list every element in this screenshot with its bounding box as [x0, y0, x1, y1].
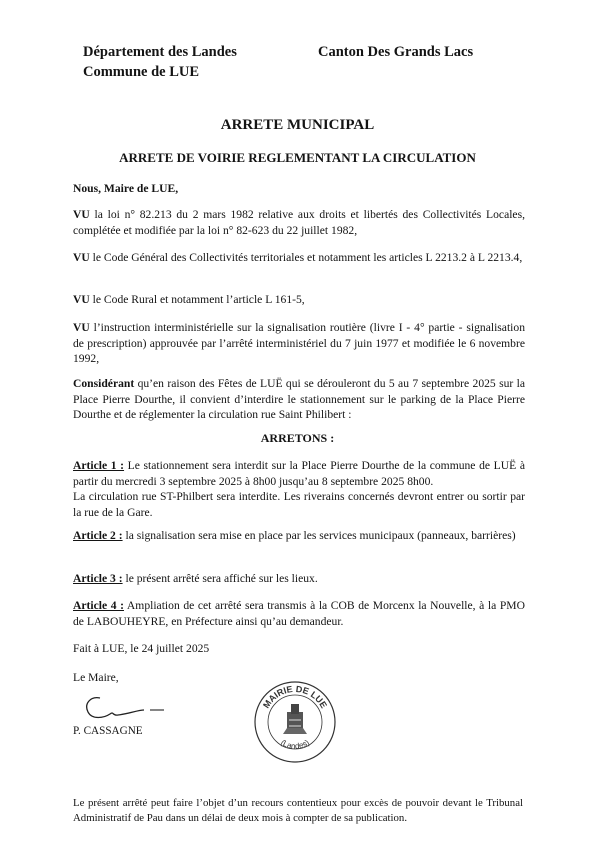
vu-paragraph-3 — [73, 292, 525, 308]
vu-text: le Code Rural et notamment l’article L 161-5, — [89, 293, 305, 306]
official-stamp — [253, 680, 337, 764]
intro-line: Nous, Maire de LUE, — [73, 182, 179, 195]
article-text: le présent arrêté sera affiché sur les lieux. — [122, 572, 318, 585]
vu-lead: VU — [73, 208, 90, 221]
article-2 — [73, 528, 525, 544]
considerant-paragraph — [73, 376, 525, 423]
vu-paragraph-1 — [73, 207, 525, 238]
vu-paragraph-2 — [73, 250, 525, 266]
vu-lead: VU — [73, 251, 90, 264]
document-subtitle: ARRETE DE VOIRIE REGLEMENTANT LA CIRCULATION — [119, 150, 476, 165]
article-extra: La circulation rue ST-Philbert sera interdite. Les riverains concernés devront entrer ou sortir par la rue de la Gare. — [73, 490, 525, 519]
article-text: Le stationnement sera interdit sur la Place Pierre Dourthe de la commune de LUË à partir du mercredi 3 septembre 2025 à 8h00 jusqu’au 8 septembre 2025 8h00. — [73, 459, 525, 488]
legal-footer: Le présent arrêté peut faire l’objet d’un recours contentieux pour excès de pouvoir devant le Tribunal Administratif de Pau dans un délai de deux mois à compter de sa publication. — [73, 797, 523, 824]
vu-text: la loi n° 82.213 du 2 mars 1982 relative aux droits et libertés des Collectivités Locales, complétée et modifiée par la loi n° 82-623 du 22 juillet 1982, — [73, 208, 525, 237]
done-at: Fait à LUE, le 24 juillet 2025 — [73, 642, 210, 655]
arretons-heading: ARRETONS : — [260, 431, 335, 445]
article-3 — [73, 571, 525, 587]
article-1 — [73, 458, 525, 520]
article-4 — [73, 598, 525, 629]
signatory-title: Le Maire, — [73, 671, 119, 684]
article-label: Article 2 : — [73, 529, 123, 542]
vu-lead: VU — [73, 293, 90, 306]
header-canton: Canton Des Grands Lacs — [318, 44, 474, 60]
article-label: Article 3 : — [73, 572, 123, 585]
article-text: la signalisation sera mise en place par les services municipaux (panneaux, barrières) — [122, 529, 516, 542]
header-department: Département des Landes — [83, 44, 237, 60]
svg-text:(Landes): (Landes) — [279, 737, 311, 751]
vu-text: le Code Général des Collectivités territoriales et notamment les articles L 2213.2 à L 2213.4, — [89, 251, 523, 264]
vu-paragraph-4 — [73, 320, 525, 367]
header-commune: Commune de LUE — [83, 64, 200, 80]
article-text: Ampliation de cet arrêté sera transmis à la COB de Morcenx la Nouvelle, à la PMO de LABOUHEYRE, en Préfecture ainsi qu’au demandeur. — [73, 599, 525, 628]
considerant-text: qu’en raison des Fêtes de LUË qui se dérouleront du 5 au 7 septembre 2025 sur la Place Pierre Dourthe, il convient d’interdire le stationnement sur le parking de la Place Pierre Dourthe et de réglementer la circulation rue Saint Philibert : — [73, 377, 525, 421]
handwritten-signature — [80, 690, 180, 724]
signatory-name: P. CASSAGNE — [73, 725, 143, 737]
vu-lead: VU — [73, 321, 90, 334]
article-label: Article 1 : — [73, 459, 125, 472]
document-title: ARRETE MUNICIPAL — [220, 117, 375, 133]
svg-text:MAIRIE DE LUE: MAIRIE DE LUE — [261, 683, 329, 710]
article-label: Article 4 : — [73, 599, 124, 612]
vu-text: l’instruction interministérielle sur la signalisation routière (livre I - 4° partie - signalisation de prescription) approuvée par l’arrêté interministériel du 7 juin 1977 et modifiée le 6 novembre 1992, — [73, 321, 525, 365]
considerant-lead: Considérant — [73, 377, 135, 390]
